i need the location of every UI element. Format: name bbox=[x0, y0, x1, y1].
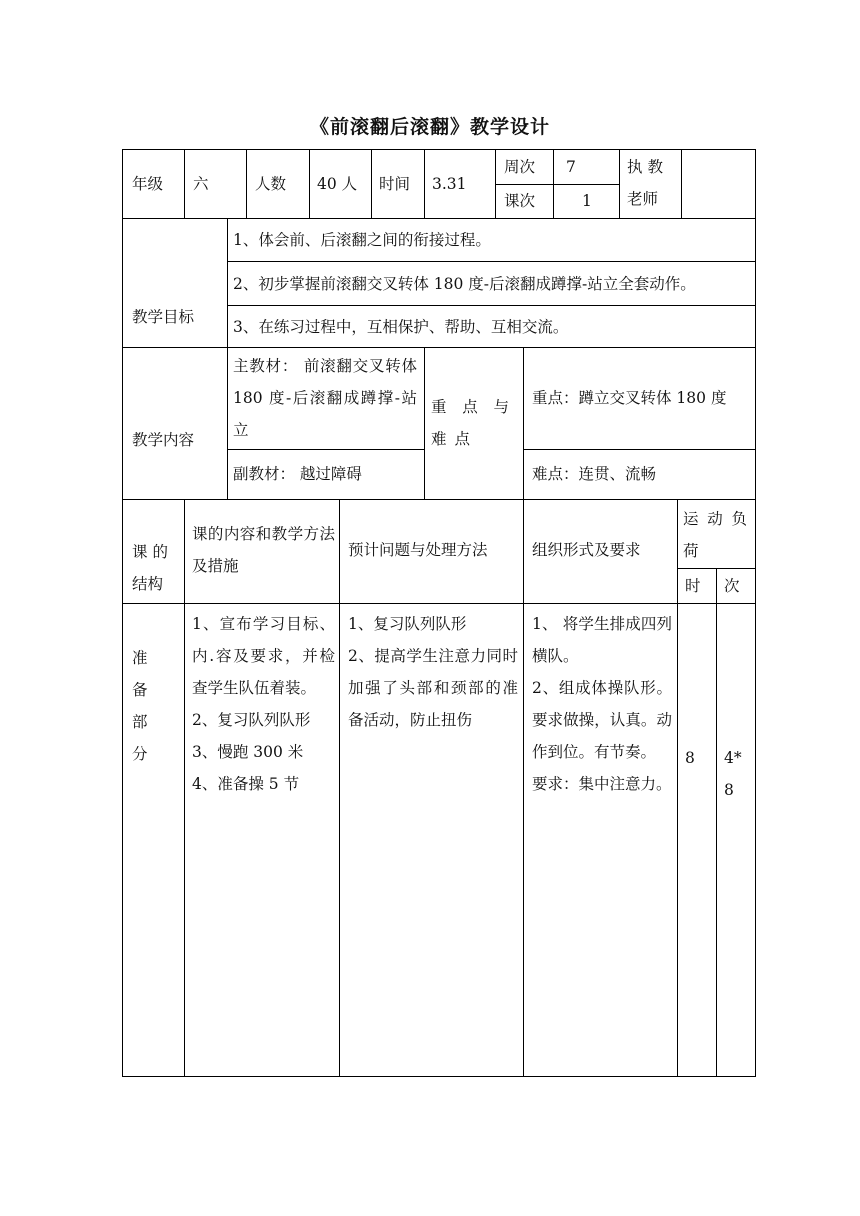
col-header-problems: 预计问题与处理方法 bbox=[348, 541, 488, 559]
col-divider bbox=[523, 347, 524, 499]
row-divider bbox=[227, 449, 424, 450]
row-divider bbox=[122, 218, 756, 219]
row-divider bbox=[122, 603, 756, 604]
week-value: 7 bbox=[566, 158, 576, 176]
prep-content-method: 1、宣布学习目标、内.容及要求，并检查学生队伍着装。 2、复习队列队形 3、慢跑 300 米 4、准备操 5 节 bbox=[192, 615, 335, 793]
col-header-structure: 课的结构 bbox=[132, 543, 168, 593]
people-value: 40 人 bbox=[317, 175, 358, 193]
time-value: 3.31 bbox=[432, 175, 467, 193]
row-divider bbox=[122, 347, 756, 348]
objectives-label: 教学目标 bbox=[132, 308, 195, 326]
col-divider bbox=[184, 499, 185, 1077]
col-divider bbox=[523, 499, 524, 1077]
col-header-count: 次 bbox=[724, 577, 740, 595]
objective-item: 1、体会前、后滚翻之间的衔接过程。 bbox=[233, 231, 491, 249]
col-header-time: 时 bbox=[685, 577, 701, 595]
col-divider bbox=[681, 149, 682, 218]
prep-time: 8 bbox=[685, 749, 695, 767]
col-header-organization: 组织形式及要求 bbox=[532, 541, 641, 559]
col-divider bbox=[553, 149, 554, 218]
people-label: 人数 bbox=[255, 175, 287, 193]
page-title: 《前滚翻后滚翻》教学设计 bbox=[309, 116, 550, 138]
col-divider bbox=[371, 149, 372, 218]
col-divider bbox=[495, 149, 496, 218]
row-divider bbox=[227, 261, 756, 262]
main-material: 主教材： 前滚翻交叉转体 180 度-后滚翻成蹲撑-站立 bbox=[233, 357, 417, 439]
content-label: 教学内容 bbox=[132, 431, 195, 449]
col-header-content-method: 课的内容和教学方法及措施 bbox=[192, 525, 335, 575]
secondary-material: 副教材： 越过障碍 bbox=[233, 465, 362, 483]
col-header-load: 运动负荷 bbox=[683, 510, 753, 560]
row-divider bbox=[122, 499, 756, 500]
grade-value: 六 bbox=[193, 175, 209, 193]
prep-count: 4*8 bbox=[724, 749, 742, 799]
grade-label: 年级 bbox=[132, 175, 164, 193]
key-difficult-label: 重点与难点 bbox=[431, 398, 517, 448]
prep-problems: 1、复习队列队形 2、提高学生注意力同时加强了头部和颈部的准备活动，防止扭伤 bbox=[348, 615, 518, 729]
col-divider bbox=[424, 347, 425, 499]
col-divider bbox=[619, 149, 620, 218]
objective-item: 2、初步掌握前滚翻交叉转体 180 度-后滚翻成蹲撑-站立全套动作。 bbox=[233, 275, 696, 293]
col-divider bbox=[716, 568, 717, 1077]
col-divider bbox=[339, 499, 340, 1077]
col-divider bbox=[677, 499, 678, 1077]
objective-item: 3、在练习过程中，互相保护、帮助、互相交流。 bbox=[233, 318, 569, 336]
week-label: 周次 bbox=[504, 158, 536, 176]
prep-organization: 1、 将学生排成四列横队。 2、组成体操队形。要求做操，认真。动作到位。有节奏。 要求：集中注意力。 bbox=[532, 615, 672, 793]
col-divider bbox=[246, 149, 247, 218]
prep-structure: 准备部分 bbox=[132, 649, 148, 763]
lesson-value: 1 bbox=[582, 192, 592, 210]
teacher-label: 执教老师 bbox=[627, 158, 663, 208]
key-point: 重点：蹲立交叉转体 180 度 bbox=[532, 389, 727, 407]
row-divider bbox=[523, 449, 756, 450]
row-divider bbox=[227, 305, 756, 306]
difficult-point: 难点：连贯、流畅 bbox=[532, 465, 657, 483]
col-divider bbox=[309, 149, 310, 218]
col-divider bbox=[227, 218, 228, 499]
col-divider bbox=[424, 149, 425, 218]
lesson-label: 课次 bbox=[504, 192, 536, 210]
time-label: 时间 bbox=[379, 175, 411, 193]
col-divider bbox=[184, 149, 185, 218]
